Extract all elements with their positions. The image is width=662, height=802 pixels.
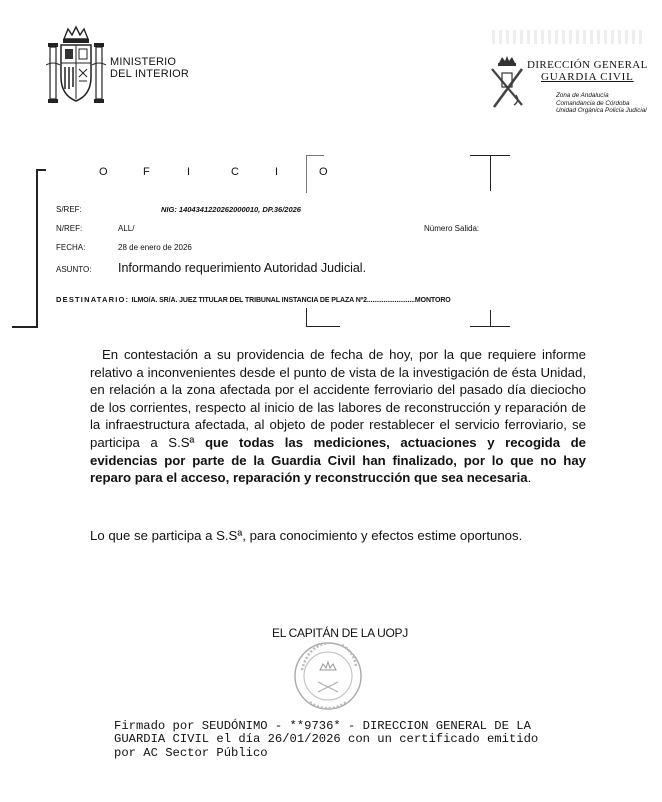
destinatario	[56, 295, 451, 304]
oficio-letter: I	[275, 166, 279, 178]
oficio-letter: F	[143, 166, 150, 178]
body-paragraph	[90, 346, 586, 487]
corner-mark-bottom-right-v	[490, 310, 491, 326]
oficio-letter: I	[187, 166, 191, 178]
oficio-letter: O	[99, 166, 108, 178]
gc-sub-unidad: Unidad Orgánica Policía Judicial	[556, 107, 647, 114]
destinatario-label: DESTINATARIO:	[56, 295, 130, 304]
body-bold: que todas las mediciones, actuaciones y recogida de evidencias por parte de la Guardia Civil han finalizado, por lo que no hay reparo para el acceso, reparación y reconstrucción que sea necesaria	[90, 434, 587, 486]
corner-mark-bottom-left	[306, 326, 340, 327]
numero-salida-label: Número Salida:	[424, 224, 480, 233]
fecha-label: FECHA:	[56, 243, 86, 252]
sref-label: S/REF:	[56, 205, 82, 214]
left-bracket-bottom	[12, 326, 38, 328]
corner-mark-bottom-left-v	[306, 308, 307, 326]
fecha-value: 28 de enero de 2026	[118, 243, 192, 252]
asunto-value: Informando requerimiento Autoridad Judicial.	[118, 261, 367, 275]
gc-line2: GUARDIA CIVIL	[541, 71, 634, 83]
gc-subunit	[556, 92, 647, 115]
digital-signature-note: Firmado por SEUDÓNIMO - **9736* - DIRECCION GENERAL DE LA GUARDIA CIVIL el día 26/01/2026 con un certificado emitido por AC Sector Público	[114, 719, 539, 760]
ministry-line2: DEL INTERIOR	[110, 68, 190, 80]
oficio-letter: C	[231, 166, 239, 178]
signatory-title: EL CAPITÁN DE LA UOPJ	[272, 626, 408, 640]
corner-mark-top-left	[306, 155, 324, 156]
guardia-civil-header	[527, 59, 657, 83]
official-seal-stamp-icon	[288, 630, 368, 716]
faint-stamp-strip	[492, 30, 642, 44]
body-plain: En contestación a su providencia de fecha de hoy, por la que requiere informe relativo a inconvenientes desde el punto de vista de la investigación de ésta Unidad, en relación a la zona afectada por el accidente ferroviario del pasado día dieciocho de los corrientes, respecto al inicio de las labores de reconstrucción y reparación de la infraestructura afectada, al objeto de poder restablecer el servicio ferroviario, se participa a S.Sª	[90, 347, 586, 450]
ministry-line1: MINISTERIO	[110, 56, 177, 68]
closing-sentence: Lo que se participa a S.Sª, para conocimiento y efectos estime oportunos.	[90, 528, 523, 543]
destinatario-value: ILMO/A. SR/A. JUEZ TITULAR DEL TRIBUNAL INSTANCIA DE PLAZA Nº2..........................MONTORO	[131, 297, 451, 304]
sref-value: NIG: 1404341220262000010, DP.36/2026	[161, 205, 301, 214]
nref-value: ALL/	[118, 224, 135, 233]
ministry-header	[110, 56, 189, 80]
left-bracket-top	[36, 169, 46, 171]
corner-mark-bottom-right	[470, 326, 510, 327]
guardia-civil-emblem-icon	[488, 55, 526, 111]
body-end: .	[527, 470, 532, 486]
oficio-letter: O	[319, 166, 328, 178]
left-bracket-vertical	[36, 169, 38, 327]
oficio-title	[99, 166, 363, 178]
gc-sub-zona: Zona de Andalucía	[556, 92, 609, 99]
spain-coat-of-arms-icon	[46, 25, 106, 107]
corner-mark-top-right-v	[490, 155, 491, 191]
asunto-label: ASUNTO:	[56, 265, 92, 274]
gc-sub-comandancia: Comandancia de Córdoba	[556, 99, 630, 107]
gc-line1: DIRECCIÓN GENERAL	[527, 59, 648, 71]
nref-label: N/REF:	[56, 224, 83, 233]
